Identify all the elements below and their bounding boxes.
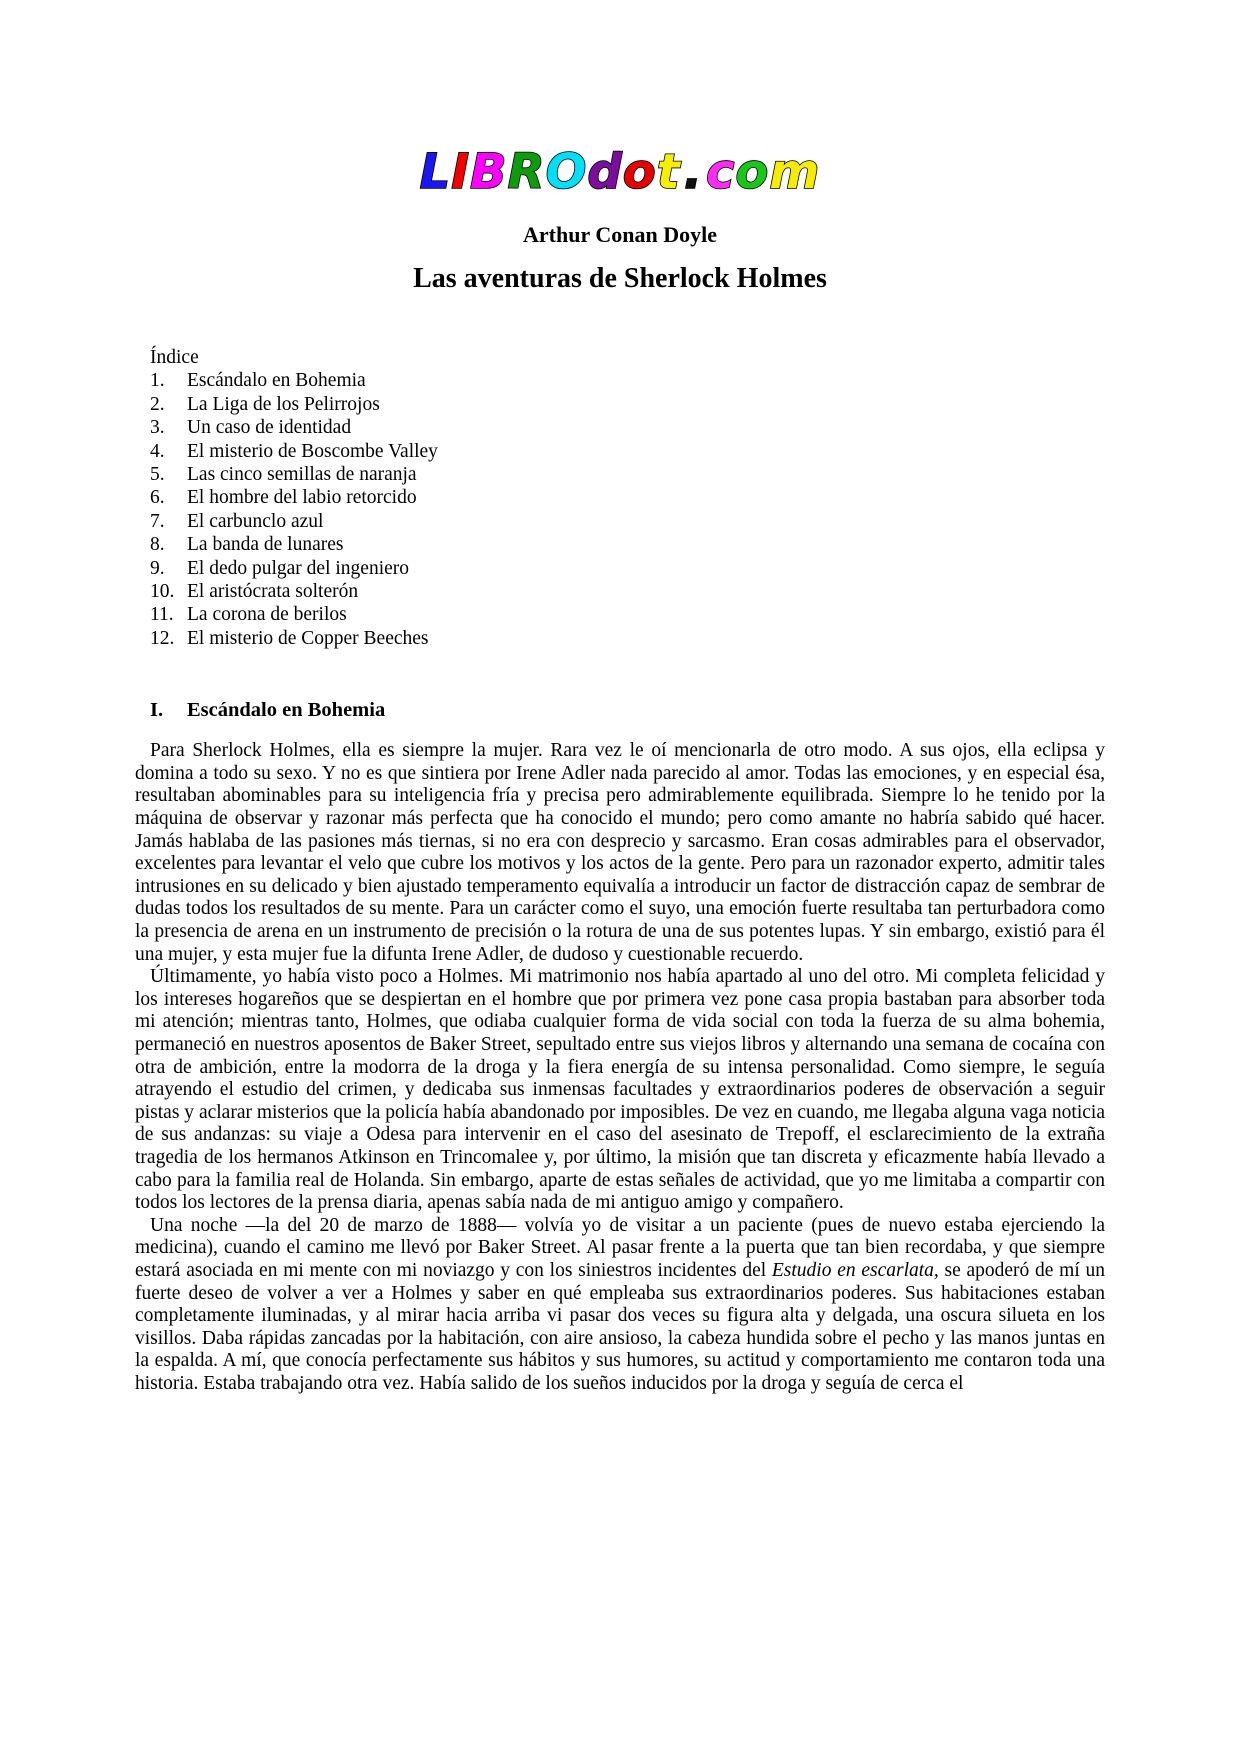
index-item-title: El misterio de Copper Beeches — [187, 627, 429, 649]
chapter-heading — [135, 698, 1105, 722]
paragraph-3-post: se apoderó de mí un fuerte deseo de volver a ver a Holmes y saber en qué empleaba sus extraordinarios poderes. Sus habitaciones estaban completamente iluminadas, y al mirar hacia arriba vi pasar dos veces su figura alta y delgada, una oscura silueta en los visillos. Daba rápidas zancadas por la habitación, con aire ansioso, la cabeza hundida sobre el pecho y las manos juntas en la espalda. A mí, que conocía perfectamente sus hábitos y sus humores, su actitud y comportamiento me contaron toda una historia. Estaba trabajando otra vez. Había salido de los sueños inducidos por la droga y seguía de cerca el — [135, 1259, 1105, 1394]
index-item — [150, 416, 1105, 439]
logo-letter-B: B — [470, 144, 508, 200]
index-item-title: El aristócrata solterón — [187, 581, 359, 603]
index-item — [150, 580, 1105, 603]
logo-letter-o: o — [622, 144, 657, 200]
index-item-title: Un caso de identidad — [187, 417, 352, 439]
index-item-number: 8. — [150, 534, 165, 556]
logo-letter-O: O — [545, 144, 588, 200]
index-item-title: El carbunclo azul — [187, 510, 324, 532]
paragraph-1: Para Sherlock Holmes, ella es siempre la mujer. Rara vez le oí mencionarla de otro modo. A sus ojos, ella eclipsa y domina a todo su sexo. Y no es que sintiera por Irene Adler nada parecido al amor. Todas las emociones, y en especial ésa, resultaban abominables para su inteligencia fría y precisa pero admirablemente equilibrada. Siempre lo he tenido por la máquina de observar y razonar más perfecta que ha conocido el mundo; pero como amante no habría sabido qué hacer. Jamás hablaba de las pasiones más tiernas, si no era con desprecio y sarcasmo. Eran cosas admirables para el observador, excelentes para levantar el velo que cubre los motivos y los actos de la gente. Pero para un razonador experto, admitir tales intrusiones en su delicado y bien ajustado temperamento equivalía a introducir un factor de distracción capaz de sembrar de dudas todos los resultados de su mente. Para un carácter como el suyo, una emoción fuerte resultaba tan perturbadora como la presencia de arena en un instrumento de precisión o la rotura de una de sus potentes lupas. Y sin embargo, existió para él una mujer, y esta mujer fue la difunta Irene Adler, de dudoso y cuestionable recuerdo. — [135, 740, 1105, 965]
index-item — [150, 627, 1105, 650]
index-item-title: La banda de lunares — [187, 534, 344, 556]
index-item-title: La Liga de los Pelirrojos — [187, 393, 380, 415]
chapter-title: Escándalo en Bohemia — [187, 699, 386, 722]
chapter-number: I. — [150, 699, 164, 722]
index-item — [150, 510, 1105, 533]
logo-letter-R: R — [507, 144, 546, 200]
logo-letter-t: t — [656, 144, 681, 200]
book-title: Las aventuras de Sherlock Holmes — [413, 263, 827, 294]
chapter-body — [135, 740, 1105, 1395]
index-item-number: 11. — [150, 604, 174, 626]
logo-letter-I: I — [451, 144, 471, 200]
index-heading: Índice — [150, 347, 199, 368]
index-item — [150, 486, 1105, 509]
paragraph-3 — [135, 1215, 1105, 1396]
index-item-number: 5. — [150, 464, 165, 486]
librodot-logo — [135, 144, 1105, 200]
index-item-title: El dedo pulgar del ingeniero — [187, 557, 410, 579]
paragraph-2: Últimamente, yo había visto poco a Holmes. Mi matrimonio nos había apartado al uno del otro. Mi completa felicidad y los intereses hogareños que se despiertan en el hombre que por primera vez pone casa propia bastaban para absorber toda mi atención; mientras tanto, Holmes, que odiaba cualquier forma de vida social con toda la fuerza de su alma bohemia, permaneció en nuestros aposentos de Baker Street, sepultado entre sus viejos libros y alternando una semana de cocaína con otra de ambición, entre la modorra de la droga y la fiera energía de su intensa personalidad. Como siempre, le seguía atrayendo el estudio del crimen, y dedicaba sus inmensas facultades y extraordinarios poderes de observación a seguir pistas y aclarar misterios que la policía había abandonado por imposibles. De vez en cuando, me llegaba alguna vaga noticia de sus andanzas: su viaje a Odesa para intervenir en el caso del asesinato de Trepoff, el esclarecimiento de la extraña tragedia de los hermanos Atkinson en Trincomalee y, por último, la misión que tan discreta y eficazmente había llevado a cabo para la familia real de Holanda. Sin embargo, aparte de estas señales de actividad, que yo me limitaba a compartir con todos los lectores de la prensa diaria, apenas sabía nada de mi antiguo amigo y compañero. — [135, 966, 1105, 1214]
index-item-title: Escándalo en Bohemia — [187, 370, 366, 392]
index-item — [150, 463, 1105, 486]
index-item — [150, 369, 1105, 392]
logo-letter-d: d — [587, 144, 623, 200]
logo-dot: . — [683, 144, 703, 200]
index-item-number: 6. — [150, 487, 165, 509]
index-section — [135, 346, 1105, 650]
index-item — [150, 533, 1105, 556]
index-item — [150, 393, 1105, 416]
logo-letter-m: m — [769, 144, 821, 200]
index-item-title: El misterio de Boscombe Valley — [187, 440, 438, 462]
logo-letter-c: c — [705, 144, 736, 200]
index-item-number: 2. — [150, 393, 165, 415]
index-item-number: 4. — [150, 440, 165, 462]
index-item-number: 3. — [150, 417, 165, 439]
author-name: Arthur Conan Doyle — [523, 222, 717, 247]
index-item — [150, 440, 1105, 463]
index-item-title: El hombre del labio retorcido — [187, 487, 417, 509]
paragraph-3-book-reference: Estudio en escarlata, — [771, 1259, 939, 1281]
index-item-number: 9. — [150, 557, 165, 579]
paragraph-3-pre: Una noche —la del 20 de marzo de 1888— volvía yo de visitar a un paciente (pues de nuevo estaba ejerciendo la medicina), cuando el camino me llevó por Baker Street. Al pasar frente a la puerta que tan bien recordaba, y que siempre estará asociada en mi mente con mi noviazgo y con los siniestros incidentes del — [135, 1214, 1105, 1281]
index-item-number: 10. — [150, 581, 175, 603]
index-item — [150, 603, 1105, 626]
logo-letter-o2: o — [735, 144, 770, 200]
index-item-number: 7. — [150, 510, 165, 532]
index-item-title: La corona de berilos — [187, 604, 347, 626]
index-item-title: Las cinco semillas de naranja — [187, 464, 417, 486]
logo-letter-L: L — [419, 144, 452, 200]
index-item — [150, 557, 1105, 580]
index-item-number: 12. — [150, 627, 175, 649]
index-item-number: 1. — [150, 370, 165, 392]
